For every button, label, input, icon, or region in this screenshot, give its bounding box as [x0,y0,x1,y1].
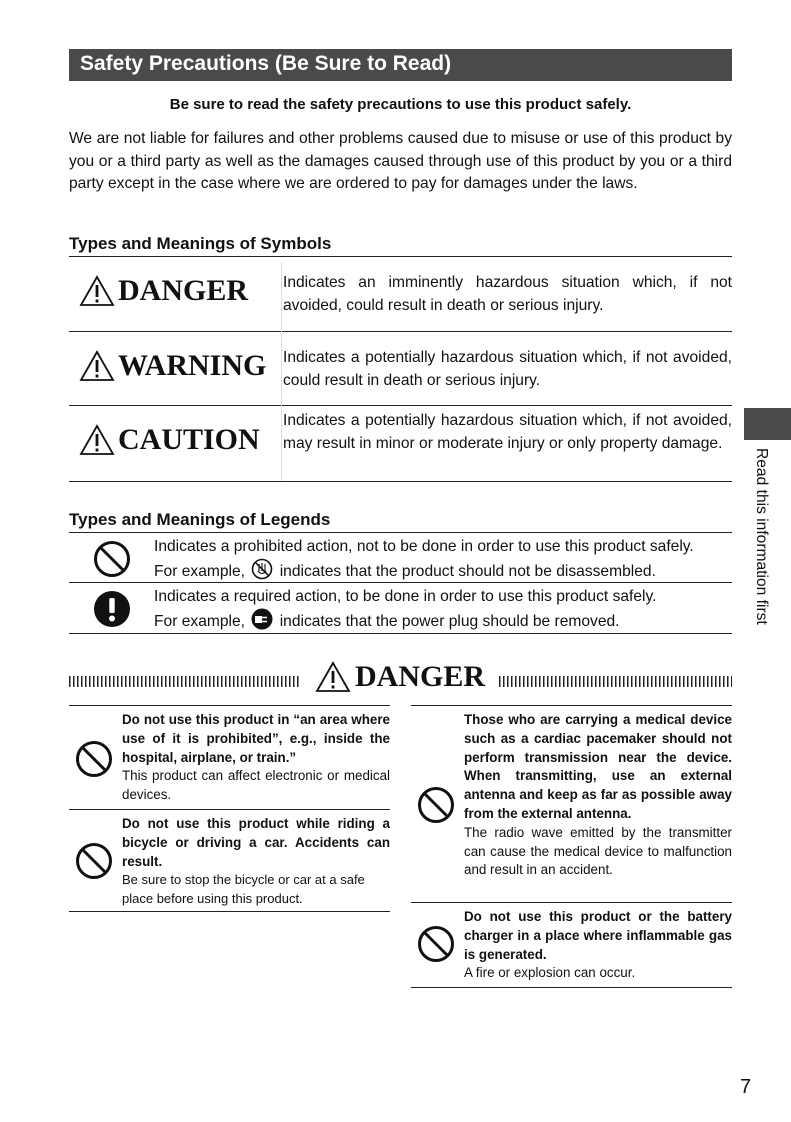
no-disassembly-icon [251,558,273,587]
warning-item-riding: Do not use this product while riding a bicycle or driving a car. Accidents can result. Be sure to stop the bicycle or car at a safe place before using this product. [69,808,390,912]
caution-description: Indicates a potentially hazardous situation which, if not avoided, may result in minor or moderate injury or only property damage. [283,412,732,452]
warning-triangle-icon [79,424,115,456]
prohibited-icon [417,925,455,968]
subtitle: Be sure to read the safety precautions to use this product safely. [169,96,632,113]
page-title: Safety Precautions (Be Sure to Read) [80,52,452,75]
legend-required-text: Indicates a required action, to be done in order to use this product safely. For example, indicates that the power plug should be removed. [154,585,734,637]
prohibited-icon [93,540,131,583]
caution-label: CAUTION [79,423,260,457]
title-bar [69,49,732,81]
intro-paragraph: We are not liable for failures and other problems caused due to misuse or use of this product by you or a third party as well as the damages caused through use of this product by you or a third party except in the case where we are ordered to pay for damages under the laws. [69,130,732,193]
symbol-row-caution [69,407,732,482]
prohibited-icon [75,842,113,885]
symbol-row-danger [69,260,732,332]
warning-triangle-icon [79,275,115,307]
side-tab-marker [744,408,791,440]
hatch-left [69,676,301,687]
warning-triangle-icon [315,661,351,693]
warning-triangle-icon [79,350,115,382]
warning-item-medical-device: Those who are carrying a medical device such as a cardiac pacemaker should not perform transmission near the device. When transmitting, use an external antenna and keep as far as possible away from the external antenna. The radio wave emitted by the transmitter can cause the medical device to malfunction and result in an accident. [411,705,732,903]
unplug-icon [251,608,273,637]
legend-row-prohibited [69,535,732,583]
danger-banner [69,660,732,700]
danger-description: Indicates an imminently hazardous situation which, if not avoided, could result in death or serious injury. [283,274,732,314]
side-tab-label: Read this information first [753,448,770,625]
warning-description: Indicates a potentially hazardous situation which, if not avoided, could result in death or serious injury. [283,349,732,389]
danger-banner-label: DANGER [315,660,485,694]
page-number: 7 [740,1076,752,1098]
legends-heading: Types and Meanings of Legends [69,510,732,533]
hatch-right [499,676,732,687]
legend-row-required [69,585,732,634]
symbols-heading: Types and Meanings of Symbols [69,234,732,257]
required-action-icon [93,590,131,633]
danger-label: DANGER [79,274,248,308]
symbols-divider [281,262,282,481]
prohibited-icon [75,740,113,783]
symbol-row-warning [69,333,732,406]
warning-label: WARNING [79,349,266,383]
warning-item-inflammable-gas: Do not use this product or the battery charger in a place where inflammable gas is generated. A fire or explosion can occur. [411,901,732,988]
prohibited-icon [417,786,455,829]
legend-prohibited-text: Indicates a prohibited action, not to be done in order to use this product safely. For example, indicates that the product should not be disassembled. [154,535,734,587]
warning-item-prohibited-area: Do not use this product in “an area where use of it is prohibited”, e.g., inside the hospital, airplane, or train.” This product can affect electronic or medical devices. [69,705,390,810]
